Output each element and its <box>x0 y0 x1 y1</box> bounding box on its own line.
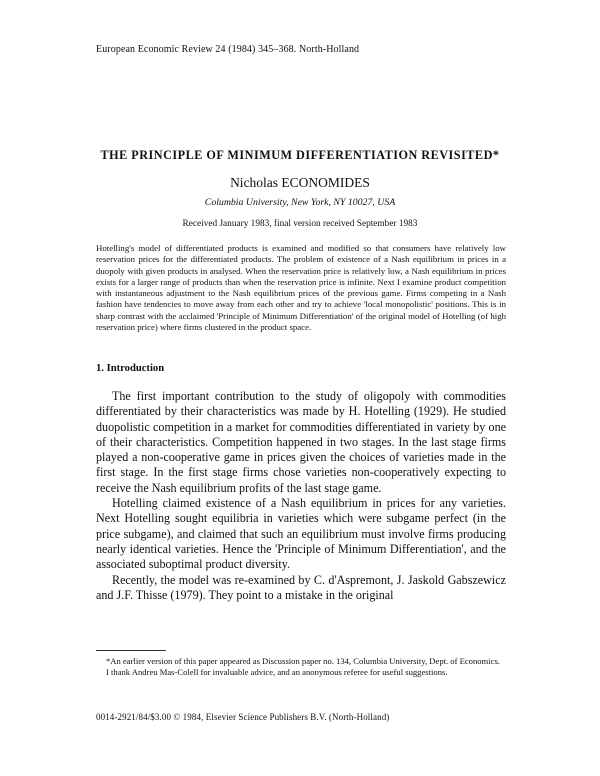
author-name: Nicholas ECONOMIDES <box>230 175 370 190</box>
footnotes <box>96 656 506 677</box>
received-dates: Received January 1983, final version received September 1983 <box>182 219 418 229</box>
abstract: Hotelling's model of differentiated products is examined and modified so that consumers have relatively low reservation prices for the differentiated products. The problem of existence of a Nash equilibrium in prices in a duopoly with given products in analysed. When the reservation price is relatively low, a Nash equilibrium in prices exists for a larger range of products than when the reservation price is infinite. Next I examine product competition with instantaneous adjustment to the Nash equilibrium prices of the previous game. Firms competing in a Nash fashion have tendencies to move away from each other and try to achieve 'local monopolistic' positions. This is in sharp contrast with the acclaimed 'Principle of Minimum Differentiation' of the original model of Hotelling (of high reservation price) where firms clustered in the product space. <box>96 243 506 333</box>
author-affiliation: Columbia University, New York, NY 10027, USA <box>204 197 396 208</box>
paragraph: Hotelling claimed existence of a Nash equilibrium in prices for any varieties. Next Hotelling sought equilibria in varieties which were subgame perfect (in the price subgame), and claimed that such an equilibrium must involve firms producing nearly identical varieties. Hence the 'Principle of Minimum Differentiation', and the associated suboptimal product diversity. <box>96 496 506 572</box>
paper-title: THE PRINCIPLE OF MINIMUM DIFFERENTIATION REVISITED* <box>100 148 500 162</box>
footnote-divider <box>96 650 166 651</box>
body-text <box>96 389 506 603</box>
section-heading: 1. Introduction <box>96 363 165 374</box>
paragraph: Recently, the model was re-examined by C. d'Aspremont, J. Jaskold Gabszewicz and J.F. Thisse (1979). They point to a mistake in the original <box>96 572 506 602</box>
paragraph: The first important contribution to the study of oligopoly with commodities differentiated by their characteristics was made by H. Hotelling (1929). He studied duopolistic competition in a market for commodities differentiated in variety by one of their characteristics. Competition happened in two stages. In the last stage firms played a non-cooperative game in prices given the choices of varieties made in the first stage. In the first stage firms chose varieties non-cooperatively expecting to receive the Nash equilibrium profits of the last stage game. <box>96 389 506 495</box>
footnote-acknowledgement: I thank Andreu Mas-Colell for invaluable advice, and an anonymous referee for useful suggestions. <box>106 666 448 677</box>
footnote-earlier-version: *An earlier version of this paper appeared as Discussion paper no. 134, Columbia University, Dept. of Economics. <box>106 656 500 666</box>
journal-citation: European Economic Review 24 (1984) 345–368. North-Holland <box>96 44 360 55</box>
copyright-line: 0014-2921/84/$3.00 © 1984, Elsevier Science Publishers B.V. (North-Holland) <box>96 712 390 722</box>
